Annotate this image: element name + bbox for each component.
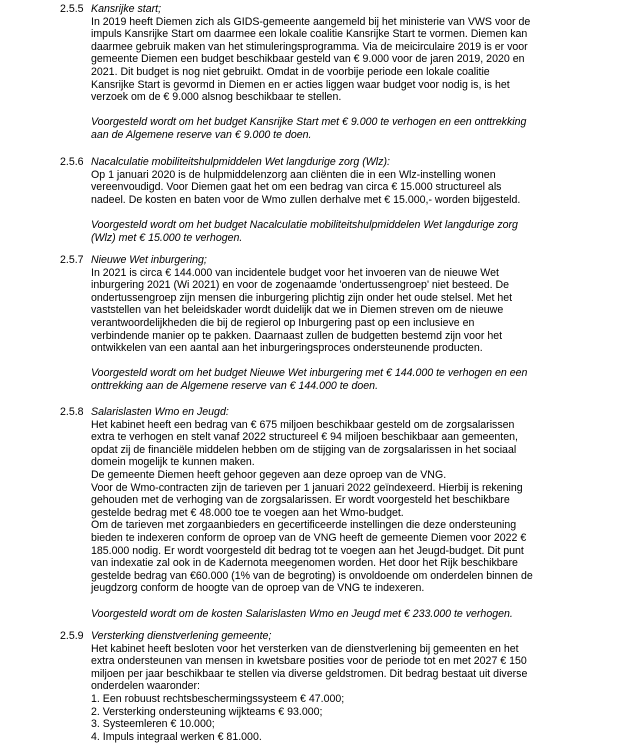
text-line: 2. Versterking ondersteuning wijkteams € 93.000; bbox=[91, 705, 323, 718]
section-number: 2.5.8 bbox=[60, 406, 84, 418]
text-line: De gemeente Diemen heeft gehoor gegeven aan deze oproep van de VNG. bbox=[91, 468, 447, 481]
text-line: 4. Impuls integraal werken € 81.000. bbox=[91, 730, 262, 743]
text-line: extra te verhogen en stelt vanaf 2022 structureel € 94 miljoen beschikbaar aan gemeenten, bbox=[91, 431, 518, 444]
text-line: gehouden met de verhoging van de zorgsalarissen. Er wordt voorgesteld het beschikbare bbox=[91, 494, 510, 507]
text-line: inburgering 2021 (Wi 2021) en voor de zogenaamde 'ondertussengroep' niet besteed. De bbox=[91, 279, 510, 292]
text-line: bieden te indexeren conform de oproep van de VNG heeft de gemeente Diemen voor 2022 € bbox=[91, 531, 527, 544]
section-body bbox=[91, 643, 611, 744]
section-body bbox=[91, 419, 611, 621]
text-line: Om de tarieven met zorgaanbieders en gecertificeerde instellingen die deze ondersteuning bbox=[91, 519, 517, 532]
text-line: Op 1 januari 2020 is de hulpmiddelenzorg aan cliënten die in een Wlz-instelling wonen bbox=[91, 168, 496, 181]
text-line: gestelde bedrag van €60.000 (1% van de begroting) is onvoldoende om onderdelen binnen de bbox=[91, 569, 533, 582]
section-body bbox=[91, 169, 611, 245]
text-line: In 2019 heeft Diemen zich als GIDS-gemeente aangemeld bij het ministerie van VWS voor de bbox=[91, 15, 531, 28]
text-line: ontwikkelen van een aantal aan het inburgeringsproces ondersteunende producten. bbox=[91, 342, 483, 355]
proposal-line: Voorgesteld wordt om het budget Nieuwe Wet inburgering met € 144.000 te verhogen en een bbox=[91, 367, 528, 380]
text-line: ondertussengroep zijn mensen die inburgering plichtig zijn onder het oude stelsel. Met het bbox=[91, 291, 513, 304]
proposal-line: aan de Algemene reserve van € 9.000 te doen. bbox=[91, 128, 312, 141]
text-line: In 2021 is circa € 144.000 van incidentele budget voor het invoeren van de nieuwe Wet bbox=[91, 266, 499, 279]
section-title: Versterking dienstverlening gemeente; bbox=[91, 630, 272, 642]
section-title: Salarislasten Wmo en Jeugd: bbox=[91, 406, 229, 418]
section-body bbox=[91, 267, 611, 393]
proposal-line: onttrekking aan de Algemene reserve van € 144.000 te doen. bbox=[91, 379, 379, 392]
paragraph-gap bbox=[91, 595, 611, 608]
proposal-line: (Wlz) met € 15.000 te verhogen. bbox=[91, 231, 243, 244]
text-line: gemeente Diemen een budget beschikbaar gesteld van € 9.000 voor de jaren 2019, 2020 en bbox=[91, 53, 525, 66]
section-number: 2.5.6 bbox=[60, 156, 84, 168]
text-line: miljoen per jaar beschikbaar te stellen via diverse geldstromen. Dit bedrag bestaat uit diverse bbox=[91, 667, 528, 680]
paragraph-gap bbox=[91, 104, 611, 117]
text-line: daarmee gebruik maken van het stimuleringsprogramma. Via de meicirculaire 2019 is er voor bbox=[91, 40, 528, 53]
text-line: vereenvoudigd. Voor Diemen gaat het om een bedrag van circa € 15.000 structureel als bbox=[91, 181, 502, 194]
text-line: 3. Systeemleren € 10.000; bbox=[91, 718, 215, 731]
text-line: Kansrijke Start is gevormd in Diemen en er acties liggen waar budget voor nodig is, is het bbox=[91, 78, 510, 91]
text-line: 1. Een robuust rechtsbeschermingssysteem € 47.000; bbox=[91, 692, 345, 705]
text-line: verbindende manier op te pakken. Daarnaast zullen de budgetten bestemd zijn voor het bbox=[91, 329, 503, 342]
text-line: domein mogelijk te kunnen maken. bbox=[91, 456, 255, 469]
text-line: opdat zij de financiële middelen hebben om de stijging van de zorgsalarissen in het sociaal bbox=[91, 443, 517, 456]
paragraph-gap bbox=[91, 206, 611, 219]
section-number: 2.5.9 bbox=[60, 630, 84, 642]
proposal-line: Voorgesteld wordt om het budget Kansrijke Start met € 9.000 te verhogen en een onttrekking bbox=[91, 116, 527, 129]
section-title: Kansrijke start; bbox=[91, 3, 162, 15]
text-line: Het kabinet heeft besloten voor het versterken van de dienstverlening bij gemeenten en het bbox=[91, 642, 519, 655]
text-line: nadeel. De kosten en baten voor de Wmo zullen derhalve met € 15.000,- worden bijgesteld. bbox=[91, 193, 521, 206]
text-line: vaststellen van het beleidskader wordt duidelijk dat we in Diemen streven om de nieuwe bbox=[91, 304, 504, 317]
text-line: 185.000 nodig. Er wordt voorgesteld dit bedrag tot te voegen aan het Jeugd-budget. Dit punt bbox=[91, 544, 524, 557]
text-line: extra ondersteunen van mensen in kwetsbare posities voor de periode tot en met 2027 € 150 bbox=[91, 655, 527, 668]
section-title: Nieuwe Wet inburgering; bbox=[91, 254, 207, 266]
section-number: 2.5.7 bbox=[60, 254, 84, 266]
section-body bbox=[91, 16, 611, 142]
text-line: verzoek om de € 9.000 alsnog beschikbaar te stellen. bbox=[91, 91, 342, 104]
paragraph-gap bbox=[91, 355, 611, 368]
text-line: onderdelen waaronder: bbox=[91, 680, 200, 693]
proposal-line: Voorgesteld wordt om het budget Nacalculatie mobiliteitshulpmiddelen Wet langdurige zorg bbox=[91, 218, 518, 231]
text-line: Het kabinet heeft een bedrag van € 675 miljoen beschikbaar gesteld om de zorgsalarissen bbox=[91, 418, 515, 431]
text-line: jeugdzorg conform de hoogte van de oproep van de VNG te indexeren. bbox=[91, 582, 425, 595]
section-number: 2.5.5 bbox=[60, 3, 84, 15]
text-line: gestelde bedrag met € 48.000 toe te voegen aan het Wmo-budget. bbox=[91, 506, 404, 519]
text-line: Voor de Wmo-contracten zijn de tarieven per 1 januari 2022 geïndexeerd. Hierbij is rekening bbox=[91, 481, 523, 494]
text-line: verantwoordelijkheden die bij de regierol op Inburgering past op een inclusieve en bbox=[91, 316, 475, 329]
text-line: 2021. Dit budget is nog niet gebruikt. Omdat in de voorbije periode een lokale coalitie bbox=[91, 65, 490, 78]
section-title: Nacalculatie mobiliteitshulpmiddelen Wet langdurige zorg (Wlz): bbox=[91, 156, 390, 168]
text-line: impuls Kansrijke Start om daarmee een lokale coalitie Kansrijke Start te vormen. Diemen kan bbox=[91, 28, 528, 41]
text-line: van indexatie zal ook in de Kadernota meegenomen worden. Het door het Rijk beschikbare bbox=[91, 557, 518, 570]
proposal-line: Voorgesteld wordt om de kosten Salarislasten Wmo en Jeugd met € 233.000 te verhogen. bbox=[91, 607, 513, 620]
